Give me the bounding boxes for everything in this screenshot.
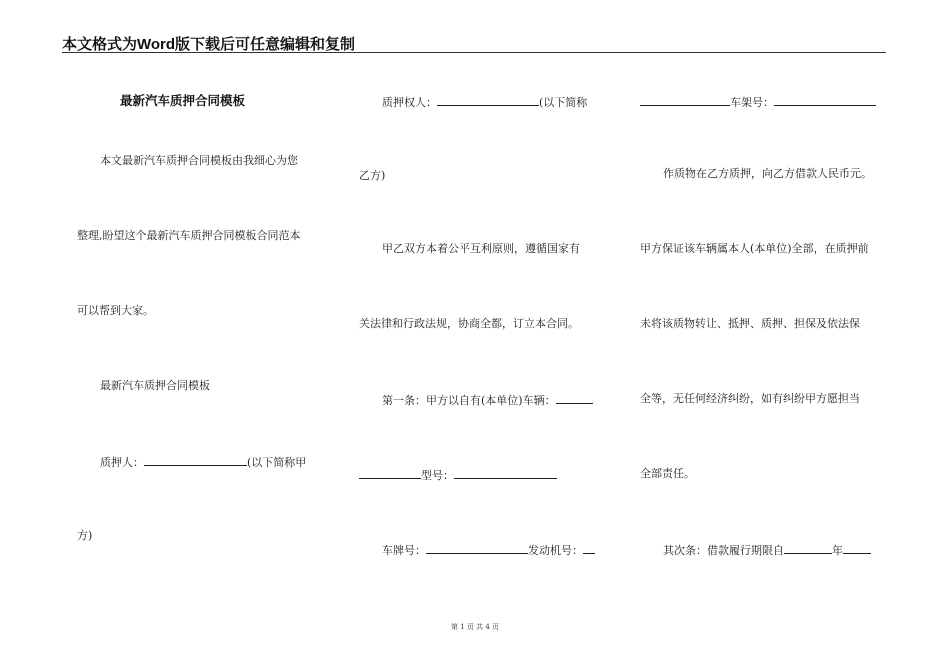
intro-line-2: 整理,盼望这个最新汽车质押合同模板合同范本 — [77, 229, 301, 242]
col3-line-5: 全等，无任何经济纠纷，如有纠纷甲方愿担当 — [640, 392, 860, 405]
plate-blank — [426, 542, 528, 554]
start-month-blank — [843, 542, 871, 554]
plate-label: 车牌号： — [382, 544, 426, 557]
intro-line-3: 可以帮到大家。 — [77, 304, 154, 317]
intro-line-1: 本文最新汽车质押合同模板由我细心为您 — [100, 154, 298, 167]
pledgor-line — [100, 454, 306, 470]
header-divider — [62, 52, 886, 53]
model-label: 型号： — [421, 469, 454, 482]
article-2-prefix: 其次条：借款履行期限自 — [663, 544, 784, 557]
page-footer: 第 1 页 共 4 页 — [450, 623, 500, 631]
engine-blank-cont — [640, 94, 730, 106]
pledgee-line — [382, 94, 587, 110]
start-year-blank — [784, 542, 832, 554]
pledgee-end: 乙方) — [359, 169, 386, 182]
col3-line-2: 作质物在乙方质押，向乙方借款人民币元。 — [663, 167, 872, 180]
header-text: 本文格式为Word版下载后可任意编辑和复制 — [62, 36, 356, 53]
vehicle-blank — [556, 392, 593, 404]
article-1-line — [382, 392, 593, 408]
document-title: 最新汽车质押合同模板 — [120, 93, 246, 108]
pledgee-label: 质押权人： — [382, 96, 437, 109]
pledgee-blank — [437, 94, 539, 106]
article-2-line — [663, 542, 871, 558]
frame-line — [640, 94, 876, 110]
pledgee-suffix: (以下简称 — [539, 96, 588, 109]
subtitle: 最新汽车质押合同模板 — [100, 379, 210, 392]
para-line-1: 甲乙双方本着公平互利原则，遵循国家有 — [382, 242, 580, 255]
pledgor-label: 质押人： — [100, 456, 144, 469]
article-1-text: 第一条：甲方以自有(本单位)车辆： — [382, 394, 556, 407]
engine-blank — [583, 542, 595, 554]
para-line-2: 关法律和行政法规，协商全都，订立本合同。 — [359, 317, 579, 330]
model-blank — [454, 467, 557, 479]
vehicle-blank-cont — [359, 467, 421, 479]
pledgor-suffix: (以下简称甲 — [247, 456, 307, 469]
pledgor-blank — [144, 454, 247, 466]
col3-line-6: 全部责任。 — [640, 467, 695, 480]
pledgor-end: 方) — [77, 529, 93, 542]
article-2-year: 年 — [832, 544, 843, 557]
plate-line — [382, 542, 595, 558]
model-line — [359, 467, 557, 483]
frame-label: 车架号： — [730, 96, 774, 109]
col3-line-4: 未将该质物转让、抵押、质押、担保及依法保 — [640, 317, 860, 330]
col3-line-3: 甲方保证该车辆属本人(本单位)全部，在质押前 — [640, 242, 869, 255]
engine-label: 发动机号： — [528, 544, 583, 557]
frame-blank — [774, 94, 876, 106]
